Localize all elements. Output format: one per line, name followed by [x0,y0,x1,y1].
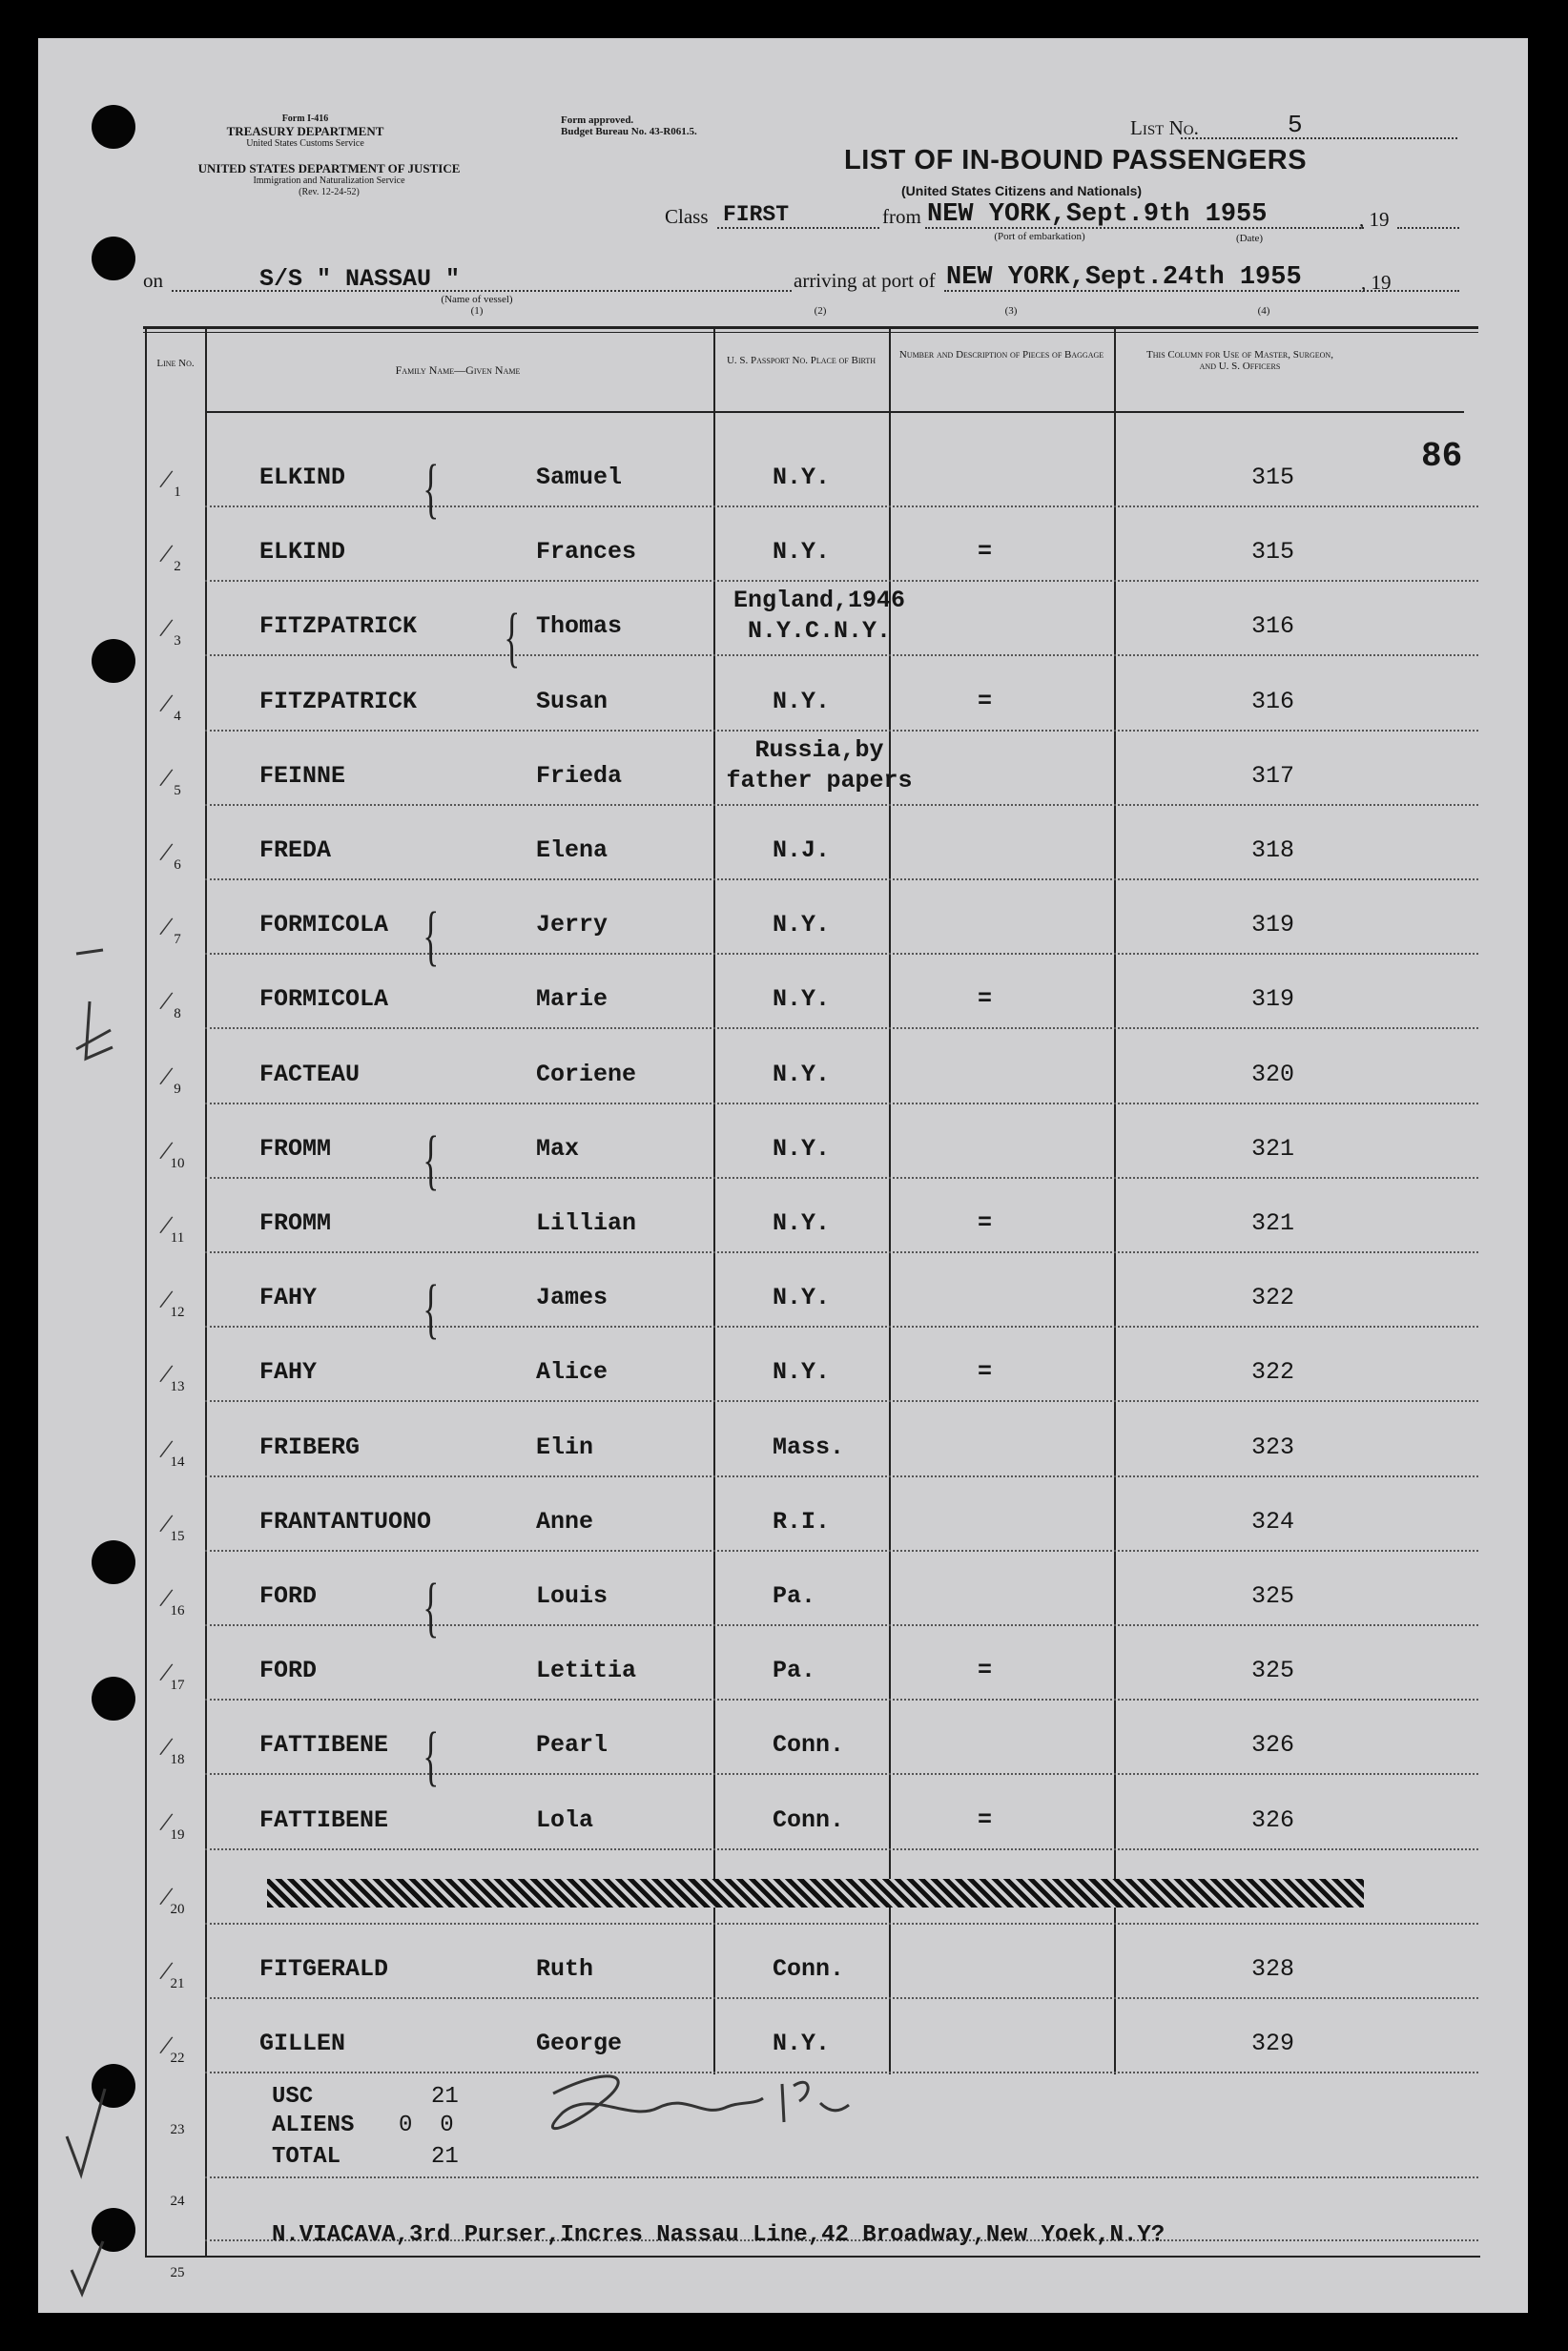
punch-hole [92,237,135,280]
place-of-birth: Pa. [773,1657,816,1684]
family-name: FROMM [259,1135,332,1163]
given-name: Elin [536,1433,594,1461]
given-name: Susan [536,688,609,715]
place-of-birth: Conn. [773,1731,845,1759]
form-approved: Form approved. [561,114,634,126]
officer-number: 318 [1251,836,1295,864]
given-name: Ruth [536,1955,594,1983]
officer-number: 328 [1251,1955,1295,1983]
family-name: ELKIND [259,538,346,566]
check-mark-icon: / [157,1581,175,1615]
family-name: FRIBERG [259,1433,361,1461]
line-number: 23 [170,2122,185,2137]
row-rule [205,1475,1478,1477]
budget-bureau: Budget Bureau No. 43-R061.5. [561,126,697,137]
on-label: on [143,269,163,292]
officer-number: 325 [1251,1657,1295,1684]
family-name: FORMICOLA [259,911,389,938]
row-rule [205,1103,1478,1104]
check-mark-icon: / [157,1954,175,1988]
class-value: FIRST [723,202,790,227]
row-rule [205,1027,1478,1029]
line-number: 24 [170,2194,185,2209]
family-name: GILLEN [259,2030,346,2057]
revision-date: (Rev. 12-24-52) [299,187,360,197]
row-rule [205,878,1478,880]
check-mark-icon: / [157,984,175,1018]
officer-number: 329 [1251,2030,1295,2057]
line-number: 17 [170,1678,185,1693]
purser-signature-line: N.VIACAVA,3rd Purser,Incres Nassau Line,42 Broadway,New Yoek,N.Y? [272,2222,1166,2248]
line-number: 13 [170,1379,185,1394]
table-top-rule [143,326,1478,329]
place-of-birth: N.Y. [773,688,831,715]
family-name: FATTIBENE [259,1806,389,1834]
given-name: Alice [536,1358,609,1386]
check-mark-icon: / [157,1656,175,1689]
line-number: 5 [174,783,181,798]
given-name: Pearl [536,1731,609,1759]
officer-number: 316 [1251,612,1295,640]
baggage-col-border [1114,329,1116,2074]
line-number: 19 [170,1827,185,1843]
officer-number: 319 [1251,985,1295,1013]
officer-number: 316 [1251,688,1295,715]
family-name: FREDA [259,836,332,864]
family-name: FORD [259,1582,318,1610]
column-header-officers: This Column for Use of Master, Surgeon, and U. S. Officers [1146,349,1333,372]
vessel-caption: (Name of vessel) [441,294,513,305]
family-brace: { [423,452,440,526]
family-name: FORMICOLA [259,985,389,1013]
place-of-birth: R.I. [773,1508,831,1536]
family-brace: { [423,1124,440,1197]
given-name: Lola [536,1806,594,1834]
col-caption-4: (4) [1257,305,1270,317]
check-mark-icon: / [157,910,175,943]
check-mark-icon: / [157,463,175,496]
punch-hole [92,105,135,149]
ins-service: Immigration and Naturalization Service [253,175,405,186]
row-rule [205,953,1478,955]
check-mark-icon: / [157,537,175,570]
usc-value: 21 [431,2084,459,2110]
given-name: Louis [536,1582,609,1610]
given-name: Letitia [536,1657,637,1684]
baggage-ditto: = [978,538,993,566]
line-number: 16 [170,1603,185,1619]
embarkation-caption: (Port of embarkation) [994,231,1085,242]
officer-number: 317 [1251,762,1295,790]
page-number-mark: 86 [1421,437,1463,476]
place-of-birth: Conn. [773,1955,845,1983]
check-mark-icon: / [157,1507,175,1540]
place-of-birth: England,1946 N.Y.C.N.Y. [732,587,906,645]
row-rule [205,1923,1478,1925]
line-number: 21 [170,1976,185,1991]
line-number: 7 [174,932,181,947]
arriving-label: arriving at port of [794,269,936,292]
line-number: 4 [174,709,181,724]
family-brace: { [423,1272,440,1346]
struck-out-row [267,1879,1364,1908]
place-of-birth: N.Y. [773,464,831,491]
place-of-birth: Mass. [773,1433,845,1461]
table-left-border [145,329,147,2256]
row-rule [205,1773,1478,1775]
baggage-ditto: = [978,985,993,1013]
officer-number: 324 [1251,1508,1295,1536]
table-bottom-rule [145,2256,1480,2258]
page-subtitle: (United States Citizens and Nationals) [901,183,1143,198]
check-mark-icon: / [157,1805,175,1839]
line-col-border [205,329,207,2256]
given-name: Lillian [536,1209,637,1237]
family-name: FAHY [259,1358,318,1386]
list-no-label: List No. [1130,116,1199,139]
row-rule [205,1326,1478,1328]
aliens-label: ALIENS [272,2113,355,2138]
family-name: FACTEAU [259,1061,361,1088]
line-number: 10 [170,1156,185,1171]
given-name: George [536,2030,623,2057]
manifest-sheet [38,38,1528,2313]
baggage-ditto: = [978,1806,993,1834]
line-number: 15 [170,1529,185,1544]
date-caption: (Date) [1235,233,1264,244]
row-rule [205,2176,1478,2178]
check-mark-icon: / [157,1134,175,1167]
check-mark-icon: / [157,687,175,720]
line-number: 22 [170,2051,185,2066]
row-rule [205,505,1478,507]
family-name: FITZPATRICK [259,612,418,640]
col-caption-2: (2) [814,305,827,317]
vessel-caption-number: (1) [470,305,484,317]
family-name: FROMM [259,1209,332,1237]
handwritten-signature [496,2055,897,2160]
punch-hole [92,1540,135,1584]
department-of-justice: UNITED STATES DEPARTMENT OF JUSTICE [197,161,461,175]
row-rule [205,1848,1478,1850]
class-label: Class [665,205,709,228]
given-name: Max [536,1135,580,1163]
usc-label: USC [272,2084,314,2110]
from-label: from [882,205,921,228]
line-number: 6 [174,857,181,873]
place-of-birth: Pa. [773,1582,816,1610]
line-number: 1 [174,485,181,500]
place-of-birth: N.Y. [773,1358,831,1386]
row-rule [205,580,1478,582]
place-of-birth: Conn. [773,1806,845,1834]
line-number: 8 [174,1006,181,1021]
given-name: Jerry [536,911,609,938]
check-mark-icon: / [157,1060,175,1093]
line-number: 3 [174,633,181,649]
row-rule [205,730,1478,732]
given-name: Coriene [536,1061,637,1088]
arriving-value: NEW YORK,Sept.24th 1955 [946,263,1302,292]
check-mark-icon: / [157,611,175,645]
margin-tally-marks [57,944,124,1106]
given-name: James [536,1284,609,1311]
line-number: 25 [170,2265,185,2280]
arriving-suffix: , 19 [1361,271,1392,294]
column-header-passport: U. S. Passport No. Place of Birth [726,355,877,366]
place-of-birth: N.Y. [773,1135,831,1163]
family-name: FITZPATRICK [259,688,418,715]
row-rule [205,1997,1478,1999]
check-mark-icon: / [157,1283,175,1316]
line-number: 20 [170,1902,185,1917]
baggage-ditto: = [978,688,993,715]
given-name: Samuel [536,464,623,491]
officer-number: 322 [1251,1284,1295,1311]
check-mark-icon: / [157,1880,175,1913]
place-of-birth: N.Y. [773,1284,831,1311]
row-rule [205,804,1478,806]
check-mark-icon: / [157,1730,175,1763]
row-rule [205,1177,1478,1179]
total-value: 21 [431,2144,459,2170]
place-of-birth: N.Y. [773,538,831,566]
vessel-value: S/S " NASSAU " [259,265,461,293]
line-number: 11 [170,1230,185,1246]
column-header-line-no: Line No. [156,358,195,369]
officer-number: 315 [1251,538,1295,566]
form-number: Form I-416 [281,113,329,124]
place-of-birth: Russia,by father papers [726,736,913,794]
baggage-ditto: = [978,1358,993,1386]
officer-number: 323 [1251,1433,1295,1461]
place-of-birth: N.Y. [773,1061,831,1088]
baggage-ditto: = [978,1209,993,1237]
header-bottom-rule [205,411,1464,413]
year-line [1397,227,1459,229]
row-rule [205,1400,1478,1402]
given-name: Marie [536,985,609,1013]
officer-number: 321 [1251,1135,1295,1163]
column-header-baggage: Number and Description of Pieces of Baggage [898,349,1104,361]
check-mark-icon: / [157,1208,175,1242]
list-no-value: 5 [1288,111,1303,139]
check-mark-icon: / [157,2029,175,2062]
year-suffix: , 19 [1359,208,1390,231]
line-number: 12 [170,1305,185,1320]
row-rule [205,1550,1478,1552]
place-of-birth: N.Y. [773,911,831,938]
officer-number: 315 [1251,464,1295,491]
check-mark-icon: / [157,835,175,869]
table-top-rule-thin [143,332,1478,333]
row-rule [205,1699,1478,1701]
officer-number: 321 [1251,1209,1295,1237]
officer-number: 320 [1251,1061,1295,1088]
place-of-birth: N.Y. [773,2030,831,2057]
line-number: 9 [174,1082,181,1097]
baggage-ditto: = [978,1657,993,1684]
family-brace: { [504,601,521,674]
punch-hole [92,1677,135,1721]
check-mark-icon: / [157,1433,175,1466]
family-name: FITGERALD [259,1955,389,1983]
family-brace: { [423,1571,440,1644]
class-line [717,227,879,229]
row-rule [205,1251,1478,1253]
check-mark-icon: / [157,1357,175,1391]
margin-check-marks [48,2051,134,2299]
given-name: Thomas [536,612,623,640]
officer-number: 319 [1251,911,1295,938]
row-rule [205,1624,1478,1626]
family-name: FRANTANTUONO [259,1508,432,1536]
from-value: NEW YORK,Sept.9th 1955 [927,200,1268,229]
family-brace: { [423,899,440,973]
place-of-birth: N.J. [773,836,831,864]
customs-service: United States Customs Service [246,138,364,149]
officer-number: 325 [1251,1582,1295,1610]
officer-number: 326 [1251,1731,1295,1759]
place-of-birth: N.Y. [773,985,831,1013]
punch-hole [92,639,135,683]
given-name: Anne [536,1508,594,1536]
family-brace: { [423,1720,440,1793]
given-name: Frances [536,538,637,566]
officer-number: 322 [1251,1358,1295,1386]
family-name: FORD [259,1657,318,1684]
family-name: FATTIBENE [259,1731,389,1759]
line-number: 14 [170,1454,185,1470]
place-of-birth: N.Y. [773,1209,831,1237]
given-name: Frieda [536,762,623,790]
family-name: FAHY [259,1284,318,1311]
line-number: 2 [174,559,181,574]
list-no-line [1181,137,1457,139]
col-caption-3: (3) [1004,305,1018,317]
family-name: ELKIND [259,464,346,491]
family-name: FEINNE [259,762,346,790]
total-label: TOTAL [272,2144,341,2170]
row-rule [205,654,1478,656]
officer-number: 326 [1251,1806,1295,1834]
line-number: 18 [170,1752,185,1767]
treasury-department: TREASURY DEPARTMENT [226,124,384,138]
check-mark-icon: / [157,761,175,794]
column-header-name: Family Name—Given Name [395,363,521,377]
aliens-value: 0 0 [399,2113,454,2138]
given-name: Elena [536,836,609,864]
page-title: LIST OF IN-BOUND PASSENGERS [844,145,1308,175]
